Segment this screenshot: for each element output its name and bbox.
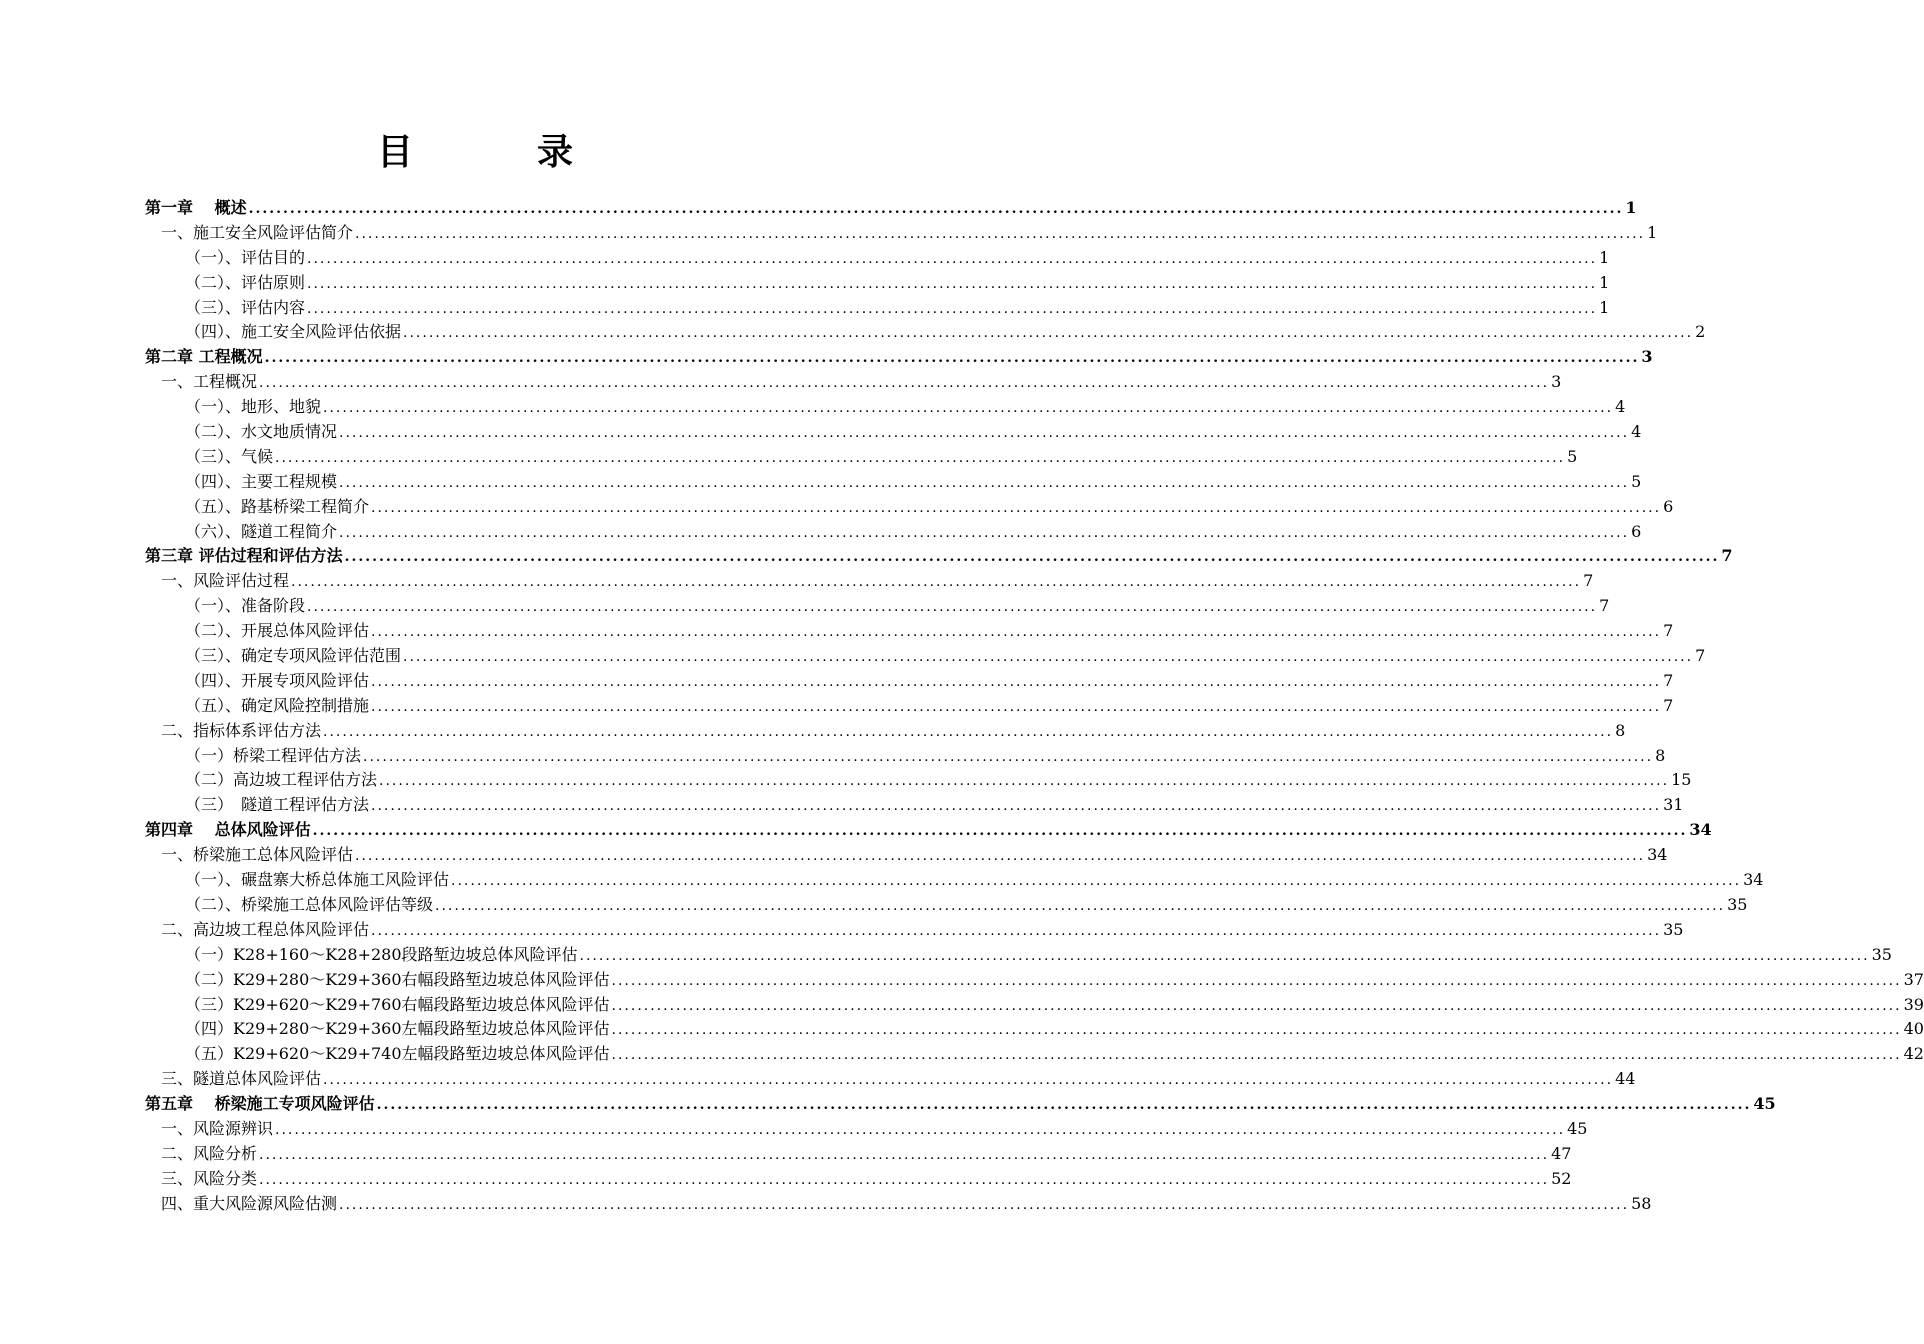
toc-entry[interactable]: [145, 669, 1674, 694]
toc-leader-dots: ........................................................................................................................................................................................................: [323, 723, 1614, 740]
toc-entry[interactable]: [145, 544, 1733, 569]
toc-entry-text: （五）、确定风险控制措施: [185, 695, 370, 715]
toc-entry[interactable]: [145, 221, 1658, 246]
toc-entry-text: （五）、路基桥梁工程简介: [185, 496, 370, 516]
toc-entry[interactable]: [145, 445, 1578, 470]
toc-entry[interactable]: [145, 719, 1626, 744]
toc-leader-dots: ........................................................................................................................................................................................................: [312, 823, 1688, 840]
toc-page-number: 4: [1631, 422, 1642, 442]
toc-page-number: 3: [1641, 347, 1653, 367]
toc-leader-dots: ........................................................................................................................................................................................................: [611, 1022, 1902, 1039]
toc-leader-dots: ........................................................................................................................................................................................................: [376, 1097, 1752, 1114]
toc-page-number: 44: [1615, 1069, 1636, 1089]
toc-entry[interactable]: [145, 1142, 1572, 1167]
toc-leader-dots: ........................................................................................................................................................................................................: [275, 449, 1566, 466]
toc-entry-text: （一）、评估目的: [185, 247, 306, 267]
toc-page-number: 1: [1599, 247, 1610, 267]
toc-leader-dots: ........................................................................................................................................................................................................: [371, 798, 1662, 815]
toc-leader-dots: ........................................................................................................................................................................................................: [259, 1146, 1550, 1163]
toc-leader-dots: ........................................................................................................................................................................................................: [451, 873, 1742, 890]
toc-leader-dots: ........................................................................................................................................................................................................: [379, 773, 1670, 790]
toc-entry-text: （二）、评估原则: [185, 272, 306, 292]
toc-entry-text: 一、风险评估过程: [161, 571, 290, 591]
table-of-contents: [145, 196, 1924, 1217]
toc-entry-text: 一、工程概况: [161, 372, 258, 392]
toc-page-number: 6: [1663, 496, 1674, 516]
toc-leader-dots: ........................................................................................................................................................................................................: [323, 1072, 1614, 1089]
toc-page-number: 40: [1903, 1019, 1924, 1039]
toc-page-number: 39: [1903, 994, 1924, 1014]
toc-entry-text: （三） 隧道工程评估方法: [185, 795, 370, 815]
toc-page-number: 7: [1599, 596, 1610, 616]
toc-leader-dots: ........................................................................................................................................................................................................: [611, 1047, 1902, 1064]
toc-leader-dots: ........................................................................................................................................................................................................: [371, 673, 1662, 690]
toc-entry-text: （一）、地形、地貌: [185, 397, 322, 417]
toc-entry[interactable]: [145, 818, 1712, 843]
toc-leader-dots: ........................................................................................................................................................................................................: [355, 848, 1646, 865]
toc-entry[interactable]: [145, 420, 1642, 445]
toc-entry-text: （三）、气候: [185, 446, 274, 466]
toc-entry[interactable]: [145, 694, 1674, 719]
toc-entry[interactable]: [145, 271, 1610, 296]
toc-leader-dots: ........................................................................................................................................................................................................: [323, 400, 1614, 417]
toc-leader-dots: ........................................................................................................................................................................................................: [307, 599, 1598, 616]
toc-page-number: 8: [1615, 720, 1626, 740]
toc-entry-text: 一、桥梁施工总体风险评估: [161, 845, 354, 865]
toc-entry[interactable]: [145, 470, 1642, 495]
toc-entry[interactable]: [145, 1192, 1652, 1217]
toc-leader-dots: ........................................................................................................................................................................................................: [339, 1196, 1630, 1213]
toc-page-number: 7: [1583, 571, 1594, 591]
toc-entry[interactable]: [145, 1042, 1924, 1067]
toc-leader-dots: ........................................................................................................................................................................................................: [403, 325, 1694, 342]
toc-entry[interactable]: [145, 868, 1764, 893]
toc-page-number: 34: [1689, 820, 1712, 840]
toc-entry-text: 二、风险分析: [161, 1143, 258, 1163]
toc-page-number: 34: [1647, 845, 1668, 865]
toc-entry-text: 第四章 总体风险评估: [145, 820, 311, 840]
toc-page-number: 58: [1631, 1193, 1652, 1213]
toc-entry-text: 第二章 工程概况: [145, 347, 263, 367]
toc-entry[interactable]: [145, 1017, 1924, 1042]
toc-entry[interactable]: [145, 395, 1626, 420]
toc-leader-dots: ........................................................................................................................................................................................................: [344, 549, 1720, 566]
toc-leader-dots: ........................................................................................................................................................................................................: [363, 748, 1654, 765]
toc-page-number: 42: [1903, 1044, 1924, 1064]
toc-page-number: 5: [1631, 471, 1642, 491]
toc-entry-text: 二、高边坡工程总体风险评估: [161, 919, 370, 939]
toc-leader-dots: ........................................................................................................................................................................................................: [355, 225, 1646, 242]
toc-entry-text: 四、重大风险源风险估测: [161, 1193, 338, 1213]
toc-entry[interactable]: [145, 320, 1706, 345]
toc-entry-text: 一、风险源辨识: [161, 1118, 274, 1138]
toc-entry-text: （二）、水文地质情况: [185, 422, 338, 442]
toc-entry[interactable]: [145, 296, 1610, 321]
toc-page-number: 7: [1721, 546, 1733, 566]
toc-leader-dots: ........................................................................................................................................................................................................: [403, 649, 1694, 666]
toc-entry[interactable]: [145, 1167, 1572, 1192]
toc-entry-text: （二）、开展总体风险评估: [185, 621, 370, 641]
toc-page-number: 8: [1655, 745, 1666, 765]
toc-page-number: 1: [1599, 272, 1610, 292]
toc-entry[interactable]: [145, 1117, 1588, 1142]
toc-page-number: 35: [1663, 919, 1684, 939]
toc-leader-dots: ........................................................................................................................................................................................................: [307, 275, 1598, 292]
toc-page-number: 47: [1551, 1143, 1572, 1163]
toc-page-number: 35: [1871, 944, 1892, 964]
toc-entry-text: （四）K29+280～K29+360左幅段路堑边坡总体风险评估: [185, 1019, 610, 1039]
toc-entry-text: （五）K29+620～K29+740左幅段路堑边坡总体风险评估: [185, 1044, 610, 1064]
toc-entry-text: （六）、隧道工程简介: [185, 521, 338, 541]
toc-entry-text: 第三章 评估过程和评估方法: [145, 546, 343, 566]
toc-leader-dots: ........................................................................................................................................................................................................: [307, 300, 1598, 317]
toc-entry[interactable]: [145, 196, 1637, 221]
toc-page-number: 45: [1567, 1118, 1588, 1138]
toc-entry-text: （二）K29+280～K29+360右幅段路堑边坡总体风险评估: [185, 969, 610, 989]
toc-page-number: 15: [1671, 770, 1692, 790]
toc-entry-text: 三、隧道总体风险评估: [161, 1069, 322, 1089]
toc-page-number: 34: [1743, 870, 1764, 890]
toc-page-number: 5: [1567, 446, 1578, 466]
toc-entry[interactable]: [145, 644, 1706, 669]
toc-entry-text: （一）K28+160～K28+280段路堑边坡总体风险评估: [185, 944, 578, 964]
toc-entry-text: （二）高边坡工程评估方法: [185, 770, 378, 790]
toc-entry[interactable]: [145, 1092, 1776, 1117]
toc-page-number: 7: [1695, 646, 1706, 666]
toc-page-number: 7: [1663, 695, 1674, 715]
toc-leader-dots: ........................................................................................................................................................................................................: [371, 499, 1662, 516]
toc-entry[interactable]: [145, 246, 1610, 271]
toc-entry-text: （四）、主要工程规模: [185, 471, 338, 491]
toc-entry[interactable]: [145, 370, 1562, 395]
page-title: 目 录: [376, 131, 617, 173]
toc-page-number: 37: [1903, 969, 1924, 989]
toc-entry-text: 二、指标体系评估方法: [161, 720, 322, 740]
toc-entry[interactable]: [145, 993, 1924, 1018]
toc-entry[interactable]: [145, 594, 1610, 619]
toc-entry-text: （四）、施工安全风险评估依据: [185, 322, 402, 342]
toc-entry[interactable]: [145, 744, 1666, 769]
toc-page-number: 52: [1551, 1168, 1572, 1188]
toc-page-number: 1: [1625, 198, 1637, 217]
toc-leader-dots: ........................................................................................................................................................................................................: [339, 524, 1630, 541]
toc-entry[interactable]: [145, 569, 1594, 594]
toc-entry-text: （二）、桥梁施工总体风险评估等级: [185, 894, 434, 914]
toc-entry[interactable]: [145, 918, 1684, 943]
toc-entry[interactable]: [145, 768, 1692, 793]
toc-leader-dots: ........................................................................................................................................................................................................: [611, 972, 1902, 989]
toc-entry[interactable]: [145, 793, 1684, 818]
toc-entry-text: （四）、开展专项风险评估: [185, 670, 370, 690]
toc-page-number: 1: [1599, 297, 1610, 317]
toc-leader-dots: ........................................................................................................................................................................................................: [611, 997, 1902, 1014]
toc-leader-dots: ........................................................................................................................................................................................................: [275, 1121, 1566, 1138]
toc-entry[interactable]: [145, 495, 1674, 520]
toc-leader-dots: ........................................................................................................................................................................................................: [339, 425, 1630, 442]
toc-entry[interactable]: [145, 968, 1924, 993]
toc-page-number: 35: [1727, 894, 1748, 914]
toc-page-number: 31: [1663, 795, 1684, 815]
toc-leader-dots: ........................................................................................................................................................................................................: [248, 201, 1624, 217]
toc-page-number: 45: [1753, 1094, 1776, 1114]
toc-leader-dots: ........................................................................................................................................................................................................: [339, 474, 1630, 491]
toc-leader-dots: ........................................................................................................................................................................................................: [371, 922, 1662, 939]
toc-entry[interactable]: [145, 619, 1674, 644]
toc-leader-dots: ........................................................................................................................................................................................................: [579, 947, 1870, 964]
toc-leader-dots: ........................................................................................................................................................................................................: [259, 1171, 1550, 1188]
toc-page-number: 4: [1615, 397, 1626, 417]
toc-page-number: 1: [1647, 222, 1658, 242]
toc-entry[interactable]: [145, 843, 1668, 868]
toc-entry-text: （一）桥梁工程评估方法: [185, 745, 362, 765]
toc-leader-dots: ........................................................................................................................................................................................................: [435, 897, 1726, 914]
toc-leader-dots: ........................................................................................................................................................................................................: [307, 250, 1598, 267]
toc-leader-dots: ........................................................................................................................................................................................................: [371, 698, 1662, 715]
toc-entry[interactable]: [145, 520, 1642, 545]
toc-entry-text: （一）、准备阶段: [185, 596, 306, 616]
toc-entry-text: （一）、碾盘寨大桥总体施工风险评估: [185, 870, 450, 890]
toc-page-number: 2: [1695, 322, 1706, 342]
toc-entry[interactable]: [145, 1067, 1636, 1092]
toc-entry[interactable]: [145, 943, 1892, 968]
toc-page-number: 7: [1663, 670, 1674, 690]
toc-leader-dots: ........................................................................................................................................................................................................: [291, 574, 1582, 591]
toc-entry-text: （三）、评估内容: [185, 297, 306, 317]
toc-entry[interactable]: [145, 893, 1748, 918]
toc-page-number: 3: [1551, 372, 1562, 392]
toc-entry-text: 第五章 桥梁施工专项风险评估: [145, 1094, 375, 1114]
toc-page-number: 6: [1631, 521, 1642, 541]
toc-leader-dots: ........................................................................................................................................................................................................: [264, 350, 1640, 367]
toc-page-number: 7: [1663, 621, 1674, 641]
toc-entry-text: 三、风险分类: [161, 1168, 258, 1188]
toc-entry-text: （三）K29+620～K29+760右幅段路堑边坡总体风险评估: [185, 994, 610, 1014]
toc-entry-text: 第一章 概述: [145, 198, 247, 217]
toc-leader-dots: ........................................................................................................................................................................................................: [371, 624, 1662, 641]
toc-entry[interactable]: [145, 345, 1653, 370]
toc-entry-text: 一、施工安全风险评估简介: [161, 222, 354, 242]
toc-leader-dots: ........................................................................................................................................................................................................: [259, 375, 1550, 392]
toc-entry-text: （三）、确定专项风险评估范围: [185, 646, 402, 666]
